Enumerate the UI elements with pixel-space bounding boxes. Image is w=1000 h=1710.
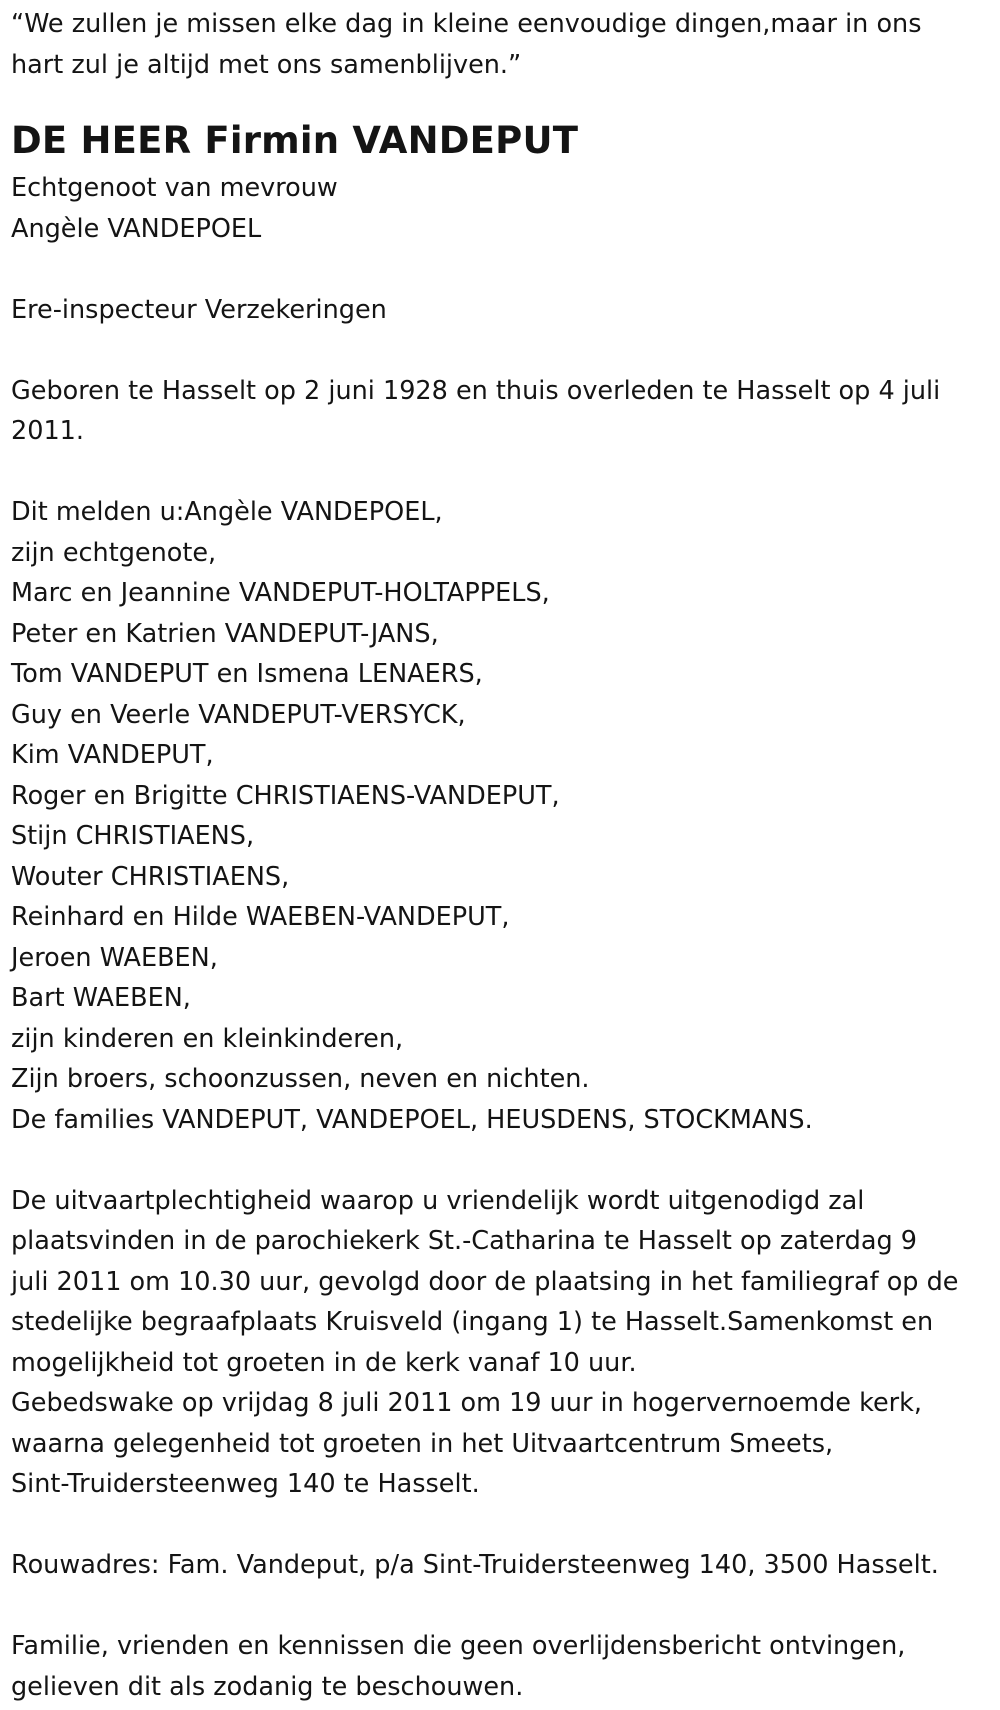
spouse-block: [11, 168, 990, 249]
announcer-line: De families VANDEPUT, VANDEPOEL, HEUSDENS, STOCKMANS.: [11, 1104, 813, 1135]
closing-line: Familie, vrienden en kennissen die geen overlijdensbericht ontvingen,: [11, 1631, 906, 1661]
funeral-line: waarna gelegenheid tot groeten in het Uitvaartcentrum Smeets,: [11, 1428, 834, 1459]
spouse-line: Echtgenoot van mevrouw: [11, 173, 338, 203]
spacer: [11, 249, 990, 290]
mourning-address-line: Rouwadres: Fam. Vandeput, p/a Sint-Truidersteenweg 140, 3500 Hasselt.: [11, 1550, 939, 1580]
funeral-line: De uitvaartplechtigheid waarop u vriendelijk wordt uitgenodigd zal: [11, 1185, 865, 1216]
announcer-line: Zijn broers, schoonzussen, neven en nichten.: [11, 1064, 590, 1094]
funeral-line: plaatsvinden in de parochiekerk St.-Catharina te Hasselt op zaterdag 9: [11, 1226, 917, 1256]
announcer-line: Dit melden u:Angèle VANDEPOEL,: [11, 497, 443, 527]
funeral-line: Gebedswake op vrijdag 8 juli 2011 om 19 uur in hogervernoemde kerk,: [11, 1388, 923, 1418]
announcer-line: Peter en Katrien VANDEPUT-JANS,: [11, 618, 439, 649]
spacer: [11, 1140, 990, 1181]
announcer-line: Reinhard en Hilde WAEBEN-VANDEPUT,: [11, 902, 510, 932]
announcer-line: Kim VANDEPUT,: [11, 740, 214, 770]
spacer: [11, 452, 990, 493]
announcer-line: Tom VANDEPUT en Ismena LENAERS,: [11, 659, 483, 689]
funeral-line: Sint-Truidersteenweg 140 te Hasselt.: [11, 1469, 480, 1499]
spacer: [11, 1505, 990, 1546]
quote-line: hart zul je altijd met ons samenblijven.”: [11, 49, 522, 80]
funeral-line: juli 2011 om 10.30 uur, gevolgd door de plaatsing in het familiegraf op de: [11, 1266, 959, 1297]
announcer-line: Jeroen WAEBEN,: [11, 942, 218, 973]
announcer-line: Marc en Jeannine VANDEPUT-HOLTAPPELS,: [11, 578, 550, 608]
profession-line: Ere-inspecteur Verzekeringen: [11, 294, 387, 325]
quote-block: [11, 4, 990, 85]
announcer-line: Roger en Brigitte CHRISTIAENS-VANDEPUT,: [11, 780, 560, 811]
spacer: [11, 1586, 990, 1627]
announcer-line: Wouter CHRISTIAENS,: [11, 861, 290, 892]
funeral-line: stedelijke begraafplaats Kruisveld (ingang 1) te Hasselt.Samenkomst en: [11, 1307, 934, 1337]
announcer-line: zijn kinderen en kleinkinderen,: [11, 1023, 404, 1054]
closing-block: [11, 1626, 990, 1707]
announcer-line: zijn echtgenote,: [11, 537, 217, 568]
announcer-line: Guy en Veerle VANDEPUT-VERSYCK,: [11, 699, 466, 730]
announcer-line: Bart WAEBEN,: [11, 983, 191, 1013]
announcers-block: [11, 492, 990, 1140]
spouse-line: Angèle VANDEPOEL: [11, 213, 262, 244]
announcer-line: Stijn CHRISTIAENS,: [11, 821, 255, 851]
closing-line: gelieven dit als zodanig te beschouwen.: [11, 1671, 524, 1702]
spacer: [11, 330, 990, 371]
funeral-block: [11, 1181, 990, 1505]
birth-death-line: 2011.: [11, 416, 85, 446]
quote-line: “We zullen je missen elke dag in kleine eenvoudige dingen,maar in ons: [11, 9, 922, 39]
deceased-name-heading: DE HEER Firmin VANDEPUT: [11, 119, 579, 162]
funeral-line: mogelijkheid tot groeten in de kerk vanaf 10 uur.: [11, 1347, 637, 1378]
birth-death-block: [11, 371, 990, 452]
birth-death-line: Geboren te Hasselt op 2 juni 1928 en thuis overleden te Hasselt op 4 juli: [11, 375, 941, 406]
